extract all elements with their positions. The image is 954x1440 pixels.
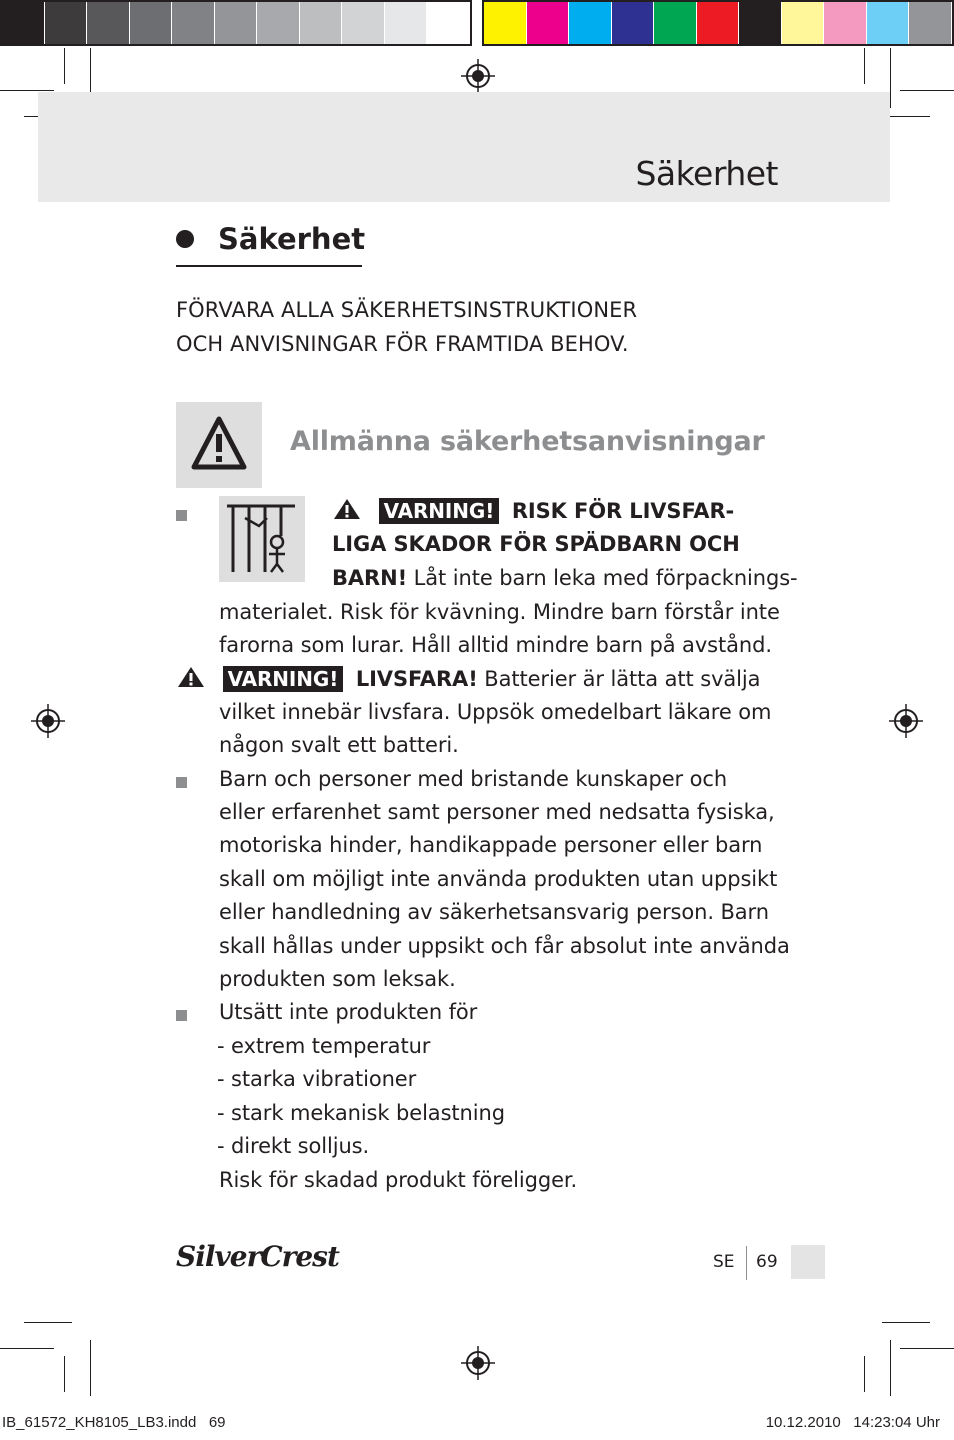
item1-line5: farorna som lurar. Håll alltid mindre barn på avstånd. — [219, 633, 772, 657]
item4-list-item: - extrem temperatur — [217, 1034, 431, 1058]
item2-line3: någon svalt ett batteri. — [219, 733, 459, 757]
warning-triangle-icon — [176, 402, 262, 488]
item1-line1 — [332, 497, 734, 524]
child-safety-icon — [219, 496, 305, 582]
bullet-square-icon — [176, 1010, 187, 1021]
registration-mark-icon — [31, 704, 65, 738]
section-heading — [176, 222, 365, 256]
item2-line1-rest: Batterier är lätta att svälja — [477, 667, 761, 691]
item3-line: eller handledning av säkerhetsansvarig person. Barn — [219, 900, 769, 924]
item4-closing: Risk för skadad produkt föreligger. — [219, 1168, 578, 1192]
intro-line-1: FÖRVARA ALLA SÄKERHETSINSTRUKTIONER — [176, 298, 638, 322]
gray-swatch — [87, 2, 129, 44]
child-safety-icon-box — [219, 496, 305, 582]
item3-line: skall hållas under uppsikt och får absolut inte använda — [219, 934, 790, 958]
gray-swatch — [257, 2, 299, 44]
gray-swatch — [342, 2, 384, 44]
warning-badge: VARNING! — [379, 498, 500, 524]
slug-timestamp: 10.12.2010 14:23:04 Uhr — [765, 1414, 940, 1431]
slug-filename: IB_61572_KH8105_LB3.indd 69 — [2, 1414, 226, 1431]
process-color-swatch — [909, 2, 951, 44]
item1-line2: LIGA SKADOR FÖR SPÄDBARN OCH — [332, 532, 740, 556]
warning-triangle-icon — [176, 665, 206, 689]
item2-line2: vilket innebär livsfara. Uppsök omedelbart läkare om — [219, 700, 772, 724]
item3-line: Barn och personer med bristande kunskaper och — [219, 767, 728, 791]
general-safety-heading: Allmänna säkerhetsanvisningar — [290, 426, 765, 457]
registration-mark-icon — [461, 1346, 495, 1380]
page-number: 69 — [756, 1252, 778, 1272]
footer-divider — [746, 1246, 747, 1280]
process-color-swatch — [782, 2, 824, 44]
gray-swatch — [172, 2, 214, 44]
language-code: SE — [713, 1252, 735, 1272]
process-color-swatch — [739, 2, 781, 44]
section-heading-text: Säkerhet — [218, 222, 366, 256]
item2-line1 — [176, 665, 760, 692]
gray-swatch — [2, 2, 44, 44]
process-color-swatch — [484, 2, 526, 44]
process-color-swatch — [569, 2, 611, 44]
warning-triangle-icon — [332, 497, 362, 521]
item1-line4: materialet. Risk för kvävning. Mindre barn förstår inte — [219, 600, 780, 624]
gray-swatch — [300, 2, 342, 44]
item1-bold-text: RISK FÖR LIVSFAR- — [511, 499, 735, 523]
process-color-swatch — [824, 2, 866, 44]
registration-mark-icon — [461, 59, 495, 93]
process-color-swatch — [867, 2, 909, 44]
item3-line: produkten som leksak. — [219, 967, 456, 991]
gray-swatch — [45, 2, 87, 44]
item1-line3-bold: BARN! — [332, 566, 408, 590]
item4-list-item: - starka vibrationer — [217, 1067, 417, 1091]
registration-mark-icon — [889, 704, 923, 738]
intro-line-2: OCH ANVISNINGAR FÖR FRAMTIDA BEHOV. — [176, 332, 629, 356]
footer-tab-box — [791, 1245, 825, 1279]
item4-list-item: - direkt solljus. — [217, 1134, 370, 1158]
process-color-swatch — [654, 2, 696, 44]
bullet-dot-icon — [176, 230, 194, 248]
page-title: Säkerhet — [635, 154, 778, 193]
gray-swatch — [427, 2, 469, 44]
process-color-swatch — [612, 2, 654, 44]
section-underline — [176, 265, 362, 267]
item4-list-item: - stark mekanisk belastning — [217, 1101, 505, 1125]
bullet-square-icon — [176, 777, 187, 788]
process-color-swatch — [697, 2, 739, 44]
item1-line3-rest: Låt inte barn leka med förpacknings- — [407, 566, 798, 590]
gray-swatch — [130, 2, 172, 44]
warning-icon-box — [176, 402, 262, 488]
item3-line: eller erfarenhet samt personer med nedsatta fysiska, — [219, 800, 775, 824]
gray-swatch — [215, 2, 257, 44]
gray-swatch — [385, 2, 427, 44]
item3-line: skall om möjligt inte använda produkten utan uppsikt — [219, 867, 778, 891]
brand-logo: SilverCrest — [176, 1240, 339, 1273]
item3-line: motoriska hinder, handikappade personer eller barn — [219, 833, 763, 857]
item1-line3 — [332, 566, 798, 590]
process-color-swatch — [527, 2, 569, 44]
item4-lead: Utsätt inte produkten för — [219, 1000, 478, 1024]
item2-lead-bold: LIVSFARA! — [355, 667, 478, 691]
bullet-square-icon — [176, 510, 187, 521]
warning-badge: VARNING! — [223, 666, 344, 692]
